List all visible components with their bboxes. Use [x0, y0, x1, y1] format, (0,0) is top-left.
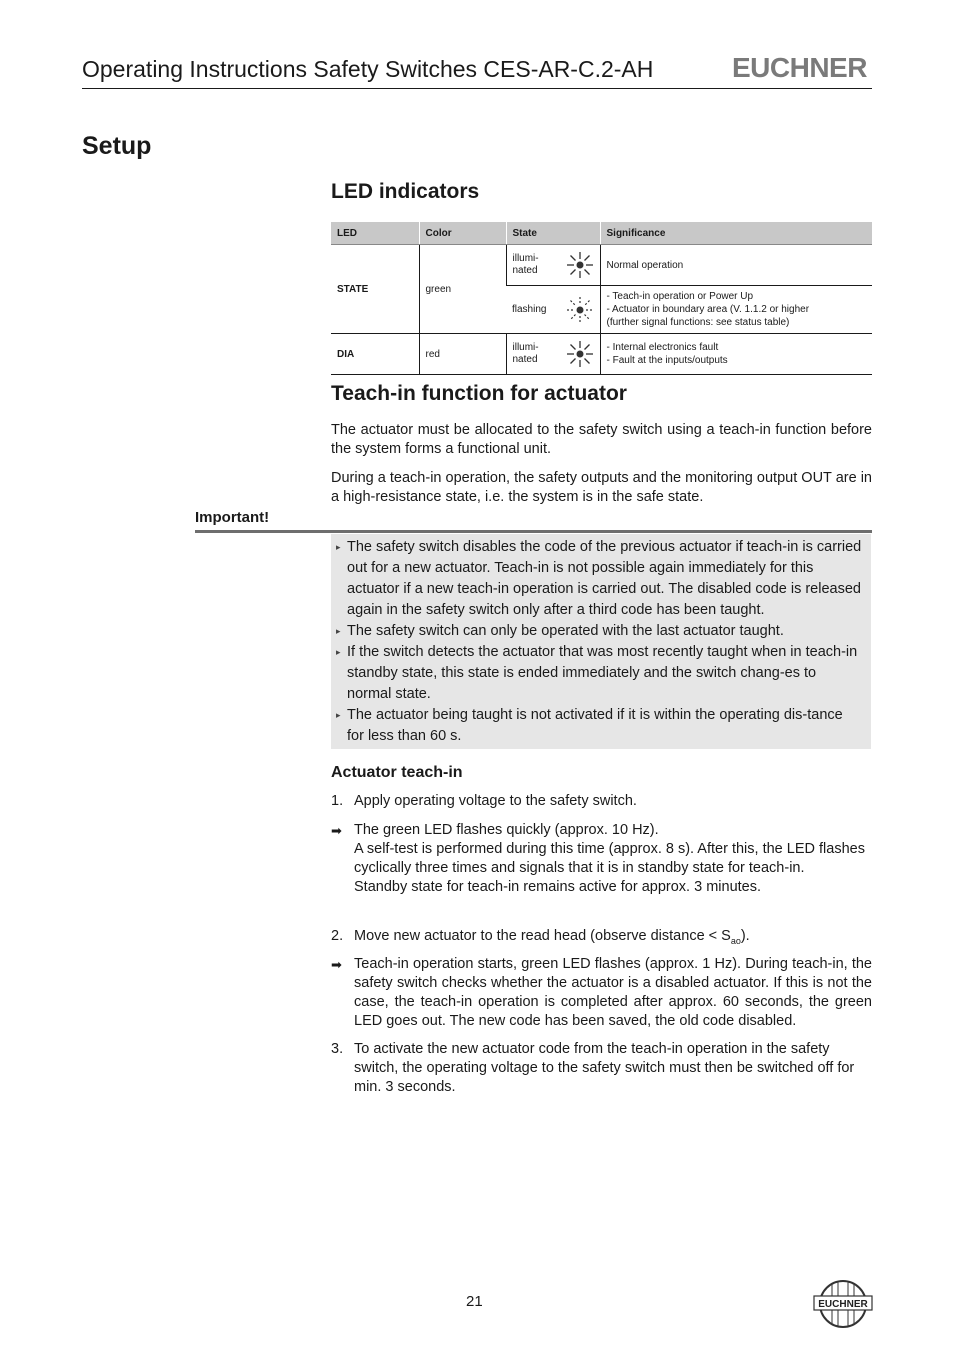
step-text: To activate the new actuator code from the teach-in operation in the safety switch, the operating voltage to the safety switch must then be switched off for min. 3 seconds.	[354, 1041, 855, 1095]
page-number: 21	[466, 1293, 483, 1310]
column-header-significance: Significance	[600, 222, 872, 245]
bullet-icon: ▸	[336, 710, 341, 720]
result-2	[331, 955, 872, 1031]
bullet-icon: ▸	[336, 542, 341, 552]
column-header-state: State	[506, 222, 600, 245]
column-header-led: LED	[331, 222, 419, 245]
bullet-icon: ▸	[336, 626, 341, 636]
bullet-icon: ▸	[336, 647, 341, 657]
led-on-icon	[566, 340, 594, 368]
step-text: Apply operating voltage to the safety switch.	[354, 793, 637, 809]
step-1	[331, 792, 872, 811]
important-box	[331, 534, 871, 749]
led-table-header	[331, 222, 872, 245]
step-3	[331, 1040, 872, 1097]
teach-in-heading: Teach-in function for actuator	[331, 382, 627, 405]
led-state-text: illumi- nated	[512, 253, 539, 276]
led-state-text: illumi- nated	[512, 342, 539, 365]
important-list	[331, 534, 871, 747]
led-name-cell: STATE	[331, 245, 419, 334]
led-state-cell	[506, 245, 600, 286]
column-header-color: Color	[419, 222, 506, 245]
document-title: Operating Instructions Safety Switches CES-AR-C.2-AH	[82, 56, 654, 82]
list-item	[336, 621, 863, 642]
led-significance-cell: - Internal electronics fault - Fault at the inputs/outputs	[600, 334, 872, 375]
step-2	[331, 927, 872, 951]
led-name-cell: DIA	[331, 334, 419, 375]
table-row	[331, 245, 872, 286]
list-item-text: The safety switch can only be operated with the last actuator taught.	[347, 623, 784, 639]
list-item-text: The safety switch disables the code of the previous actuator if teach-in is carried out for a new actuator. Teach-in is not possible again immediately for this actuator if a new teach-in operation is carried out. The disabled code is released again in the safety switch only after a third code has been taught.	[347, 539, 862, 618]
led-state-cell	[506, 334, 600, 375]
led-state-cell	[506, 286, 600, 334]
step-text	[354, 927, 872, 951]
seal-text: EUCHNER	[818, 1299, 868, 1310]
led-significance-cell: Normal operation	[600, 245, 872, 286]
step-number: 2.	[331, 928, 344, 944]
led-on-icon	[566, 251, 594, 279]
important-label: Important!	[195, 509, 270, 526]
result-arrow-icon: ➡	[331, 957, 342, 972]
led-table	[331, 222, 872, 375]
step-number: 3.	[331, 1041, 344, 1057]
step-text-post: ).	[740, 928, 750, 944]
table-row	[331, 334, 872, 375]
list-item-text: The actuator being taught is not activated if it is within the operating dis-tance for less than 60 s.	[347, 707, 843, 744]
list-item	[336, 642, 863, 705]
result-text: Standby state for teach-in remains active for approx. 3 minutes.	[354, 879, 762, 895]
list-item-text: If the switch detects the actuator that was most recently taught when in teach-in standby state, this state is ended immediately and the switch chang-es to normal state.	[347, 644, 858, 702]
section-title: Setup	[82, 132, 152, 160]
led-state-text: flashing	[512, 303, 547, 315]
euchner-seal-logo	[812, 1279, 874, 1329]
list-item	[336, 537, 863, 621]
led-significance-cell: - Teach-in operation or Power Up - Actuator in boundary area (V. 1.1.2 or higher (further signal functions: see status table)	[600, 286, 872, 334]
result-text: The green LED flashes quickly (approx. 10 Hz).	[354, 822, 659, 838]
actuator-teach-in-heading: Actuator teach-in	[331, 764, 463, 781]
header-rule	[82, 88, 872, 89]
led-color-cell: red	[419, 334, 506, 375]
step-text-pre: Move new actuator to the read head (observe distance < S	[354, 928, 731, 944]
euchner-logo: EUCHNER	[732, 52, 867, 83]
led-color-cell: green	[419, 245, 506, 334]
led-flashing-icon	[566, 296, 594, 324]
result-arrow-icon: ➡	[331, 823, 342, 838]
teach-in-paragraph: The actuator must be allocated to the safety switch using a teach-in function before the system forms a functional unit.	[331, 422, 872, 457]
important-rule	[195, 530, 872, 533]
step-number: 1.	[331, 793, 344, 809]
list-item	[336, 705, 863, 747]
teach-in-paragraph: During a teach-in operation, the safety outputs and the monitoring output OUT are in a high-resistance state, i.e. the system is in the safe state.	[331, 470, 872, 505]
result-text: Teach-in operation starts, green LED flashes (approx. 1 Hz). During teach-in, the safety switch checks whether the actuator is a disabled actuator. If this is not the case, the teach-in operation is completed after approx. 60 seconds, the green LED goes out. The new code has been saved, the old code disabled.	[354, 956, 872, 1029]
distance-subscript: ao	[730, 935, 741, 946]
led-indicators-heading: LED indicators	[331, 180, 480, 203]
result-text: A self-test is performed during this time (approx. 8 s). After this, the LED flashes cyclically three times and signals that it is in standby state for teach-in.	[354, 841, 865, 876]
result-1	[331, 821, 872, 897]
